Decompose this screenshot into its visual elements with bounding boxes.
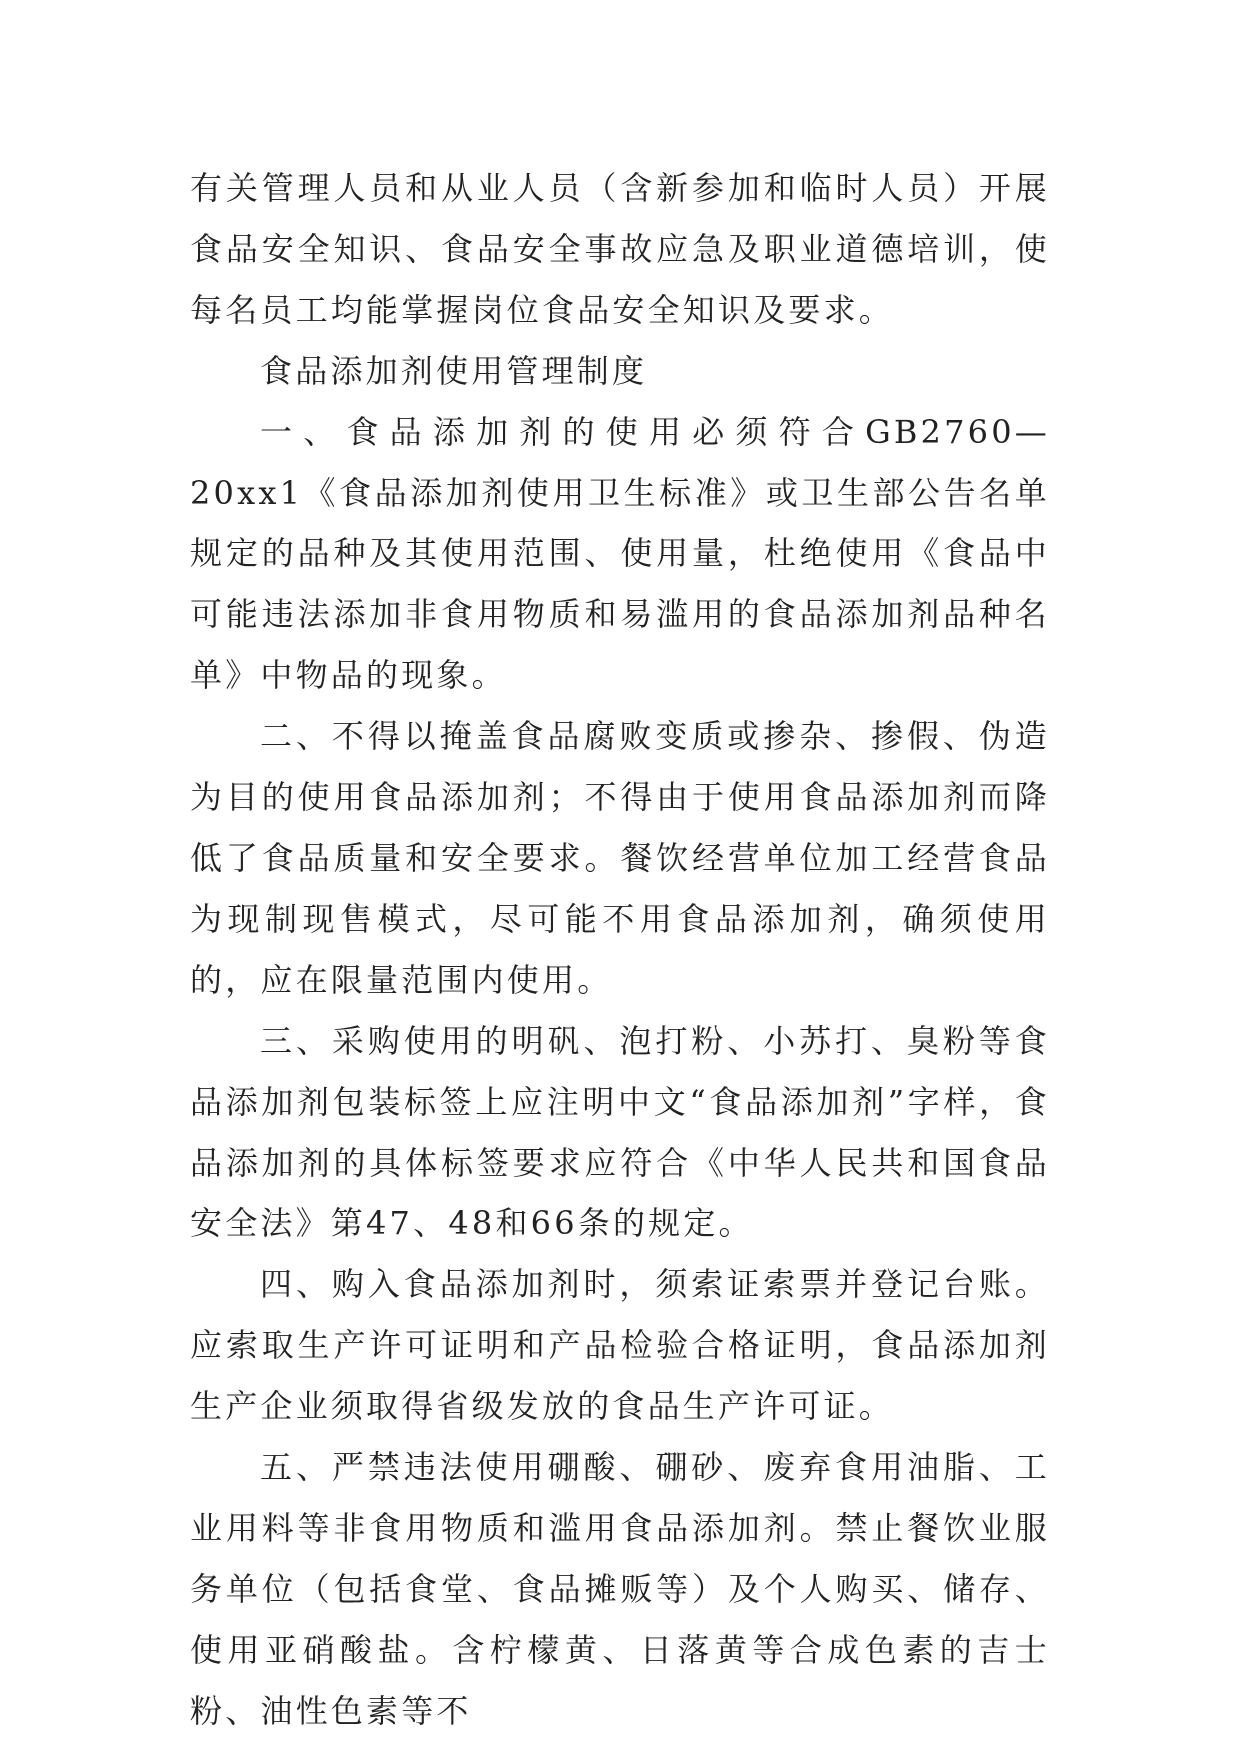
paragraph-item-1: 一、食品添加剂的使用必须符合GB2760—20xx1《食品添加剂使用卫生标准》或卫生部公告名单规定的品种及其使用范围、使用量，杜绝使用《食品中可能违法添加非食用物质和易滥用的食品添加剂品种名单》中物品的现象。	[190, 412, 1050, 695]
paragraph-item-3: 三、采购使用的明矾、泡打粉、小苏打、臭粉等食品添加剂包装标签上应注明中文“食品添加剂”字样，食品添加剂的具体标签要求应符合《中华人民共和国食品安全法》第47、48和66条的规定。	[190, 1021, 1050, 1243]
paragraph-item-2: 二、不得以掩盖食品腐败变质或掺杂、掺假、伪造为目的使用食品添加剂；不得由于使用食品添加剂而降低了食品质量和安全要求。餐饮经营单位加工经营食品为现制现售模式，尽可能不用食品添加剂，确须使用的，应在限量范围内使用。	[190, 717, 1050, 999]
section-heading: 食品添加剂使用管理制度	[260, 351, 648, 390]
paragraph-continuation: 有关管理人员和从业人员（含新参加和临时人员）开展食品安全知识、食品安全事故应急及职业道德培训，使每名员工均能掌握岗位食品安全知识及要求。	[190, 169, 1050, 329]
paragraph-item-5: 五、严禁违法使用硼酸、硼砂、废弃食用油脂、工业用料等非食用物质和滥用食品添加剂。禁止餐饮业服务单位（包括食堂、食品摊贩等）及个人购买、储存、使用亚硝酸盐。含柠檬黄、日落黄等合成色素的吉士粉、油性色素等不	[190, 1448, 1050, 1730]
paragraph-item-4: 四、购入食品添加剂时，须索证索票并登记台账。应索取生产许可证明和产品检验合格证明，食品添加剂生产企业须取得省级发放的食品生产许可证。	[190, 1265, 1050, 1426]
document-page	[190, 158, 1050, 1742]
